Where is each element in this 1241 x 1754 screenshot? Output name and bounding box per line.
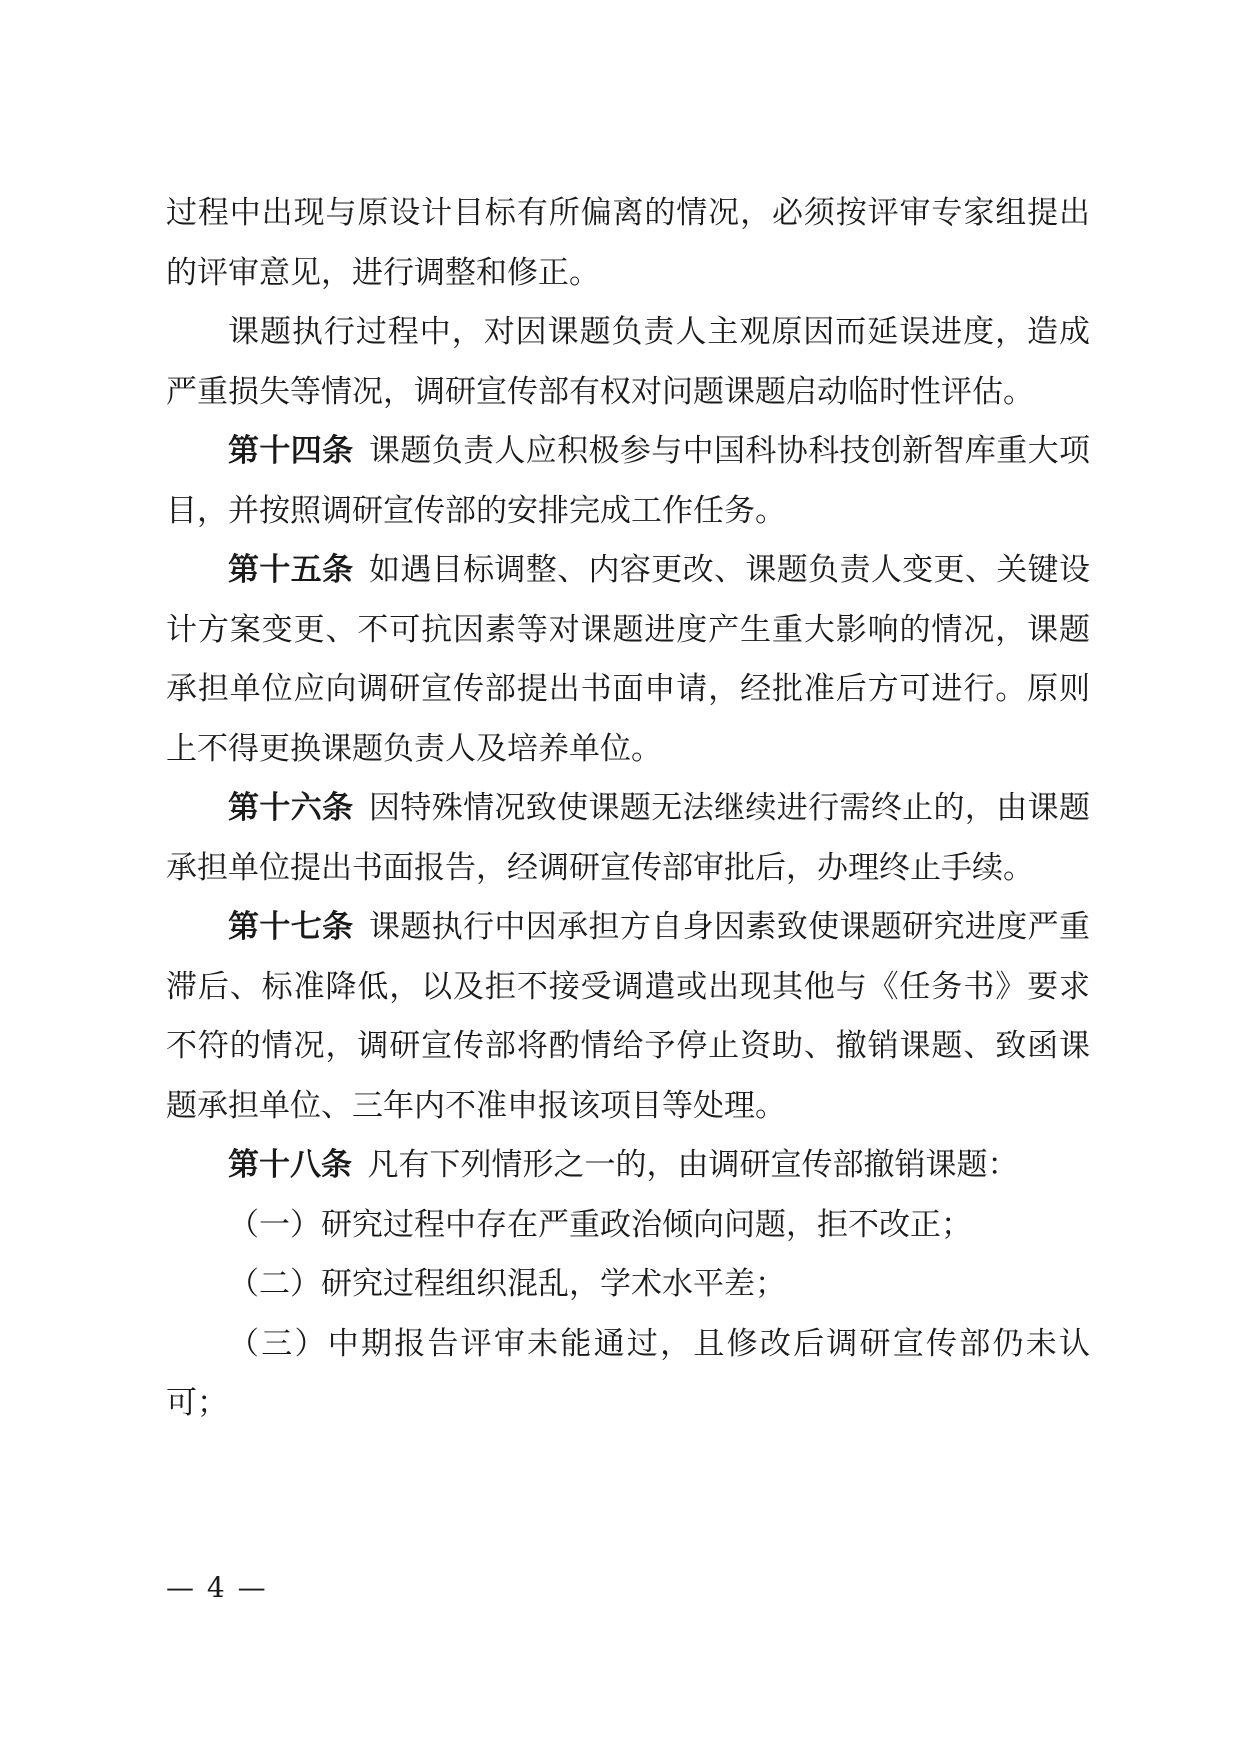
list-item: （二）研究过程组织混乱，学术水平差； (228, 1266, 786, 1302)
article-16-heading: 第十六条 (228, 790, 354, 826)
article-16 (166, 779, 1090, 898)
paragraph-continuation: 过程中出现与原设计目标有所偏离的情况，必须按评审专家组提出的评审意见，进行调整和修正。 (166, 195, 1090, 291)
article-14 (166, 422, 1090, 541)
list-item: （三）中期报告评审未能通过，且修改后调研宣传部仍未认可； (166, 1325, 1090, 1421)
document-body (166, 184, 1090, 1434)
article-14-text: 课题负责人应积极参与中国科协科技创新智库重大项目，并按照调研宣传部的安排完成工作任务。 (166, 433, 1091, 529)
article-15-text: 如遇目标调整、内容更改、课题负责人变更、关键设计方案变更、不可抗因素等对课题进度产生重大影响的情况，课题承担单位应向调研宣传部提出书面申请，经批准后方可进行。原则上不得更换课题负责人及培养单位。 (166, 552, 1091, 767)
article-17 (166, 898, 1090, 1136)
article-18-heading: 第十八条 (228, 1147, 352, 1183)
article-15 (166, 541, 1090, 779)
paragraph-evaluation: 课题执行过程中，对因课题负责人主观原因而延误进度，造成严重损失等情况，调研宣传部有权对问题课题启动临时性评估。 (166, 314, 1090, 410)
page-number: — 4 — (166, 1571, 268, 1604)
article-17-text: 课题执行中因承担方自身因素致使课题研究进度严重滞后、标准降低，以及拒不接受调遣或出现其他与《任务书》要求不符的情况，调研宣传部将酌情给予停止资助、撤销课题、致函课题承担单位、三年内不准申报该项目等处理。 (166, 909, 1091, 1124)
article-16-text: 因特殊情况致使课题无法继续进行需终止的，由课题承担单位提出书面报告，经调研宣传部审批后，办理终止手续。 (166, 790, 1091, 886)
list-item: （一）研究过程中存在严重政治倾向问题，拒不改正； (228, 1206, 972, 1243)
article-18-text: 凡有下列情形之一的，由调研宣传部撤销课题： (367, 1147, 1019, 1183)
article-14-heading: 第十四条 (228, 433, 354, 469)
article-17-heading: 第十七条 (228, 909, 354, 945)
article-18 (166, 1136, 1090, 1196)
article-15-heading: 第十五条 (228, 552, 354, 588)
